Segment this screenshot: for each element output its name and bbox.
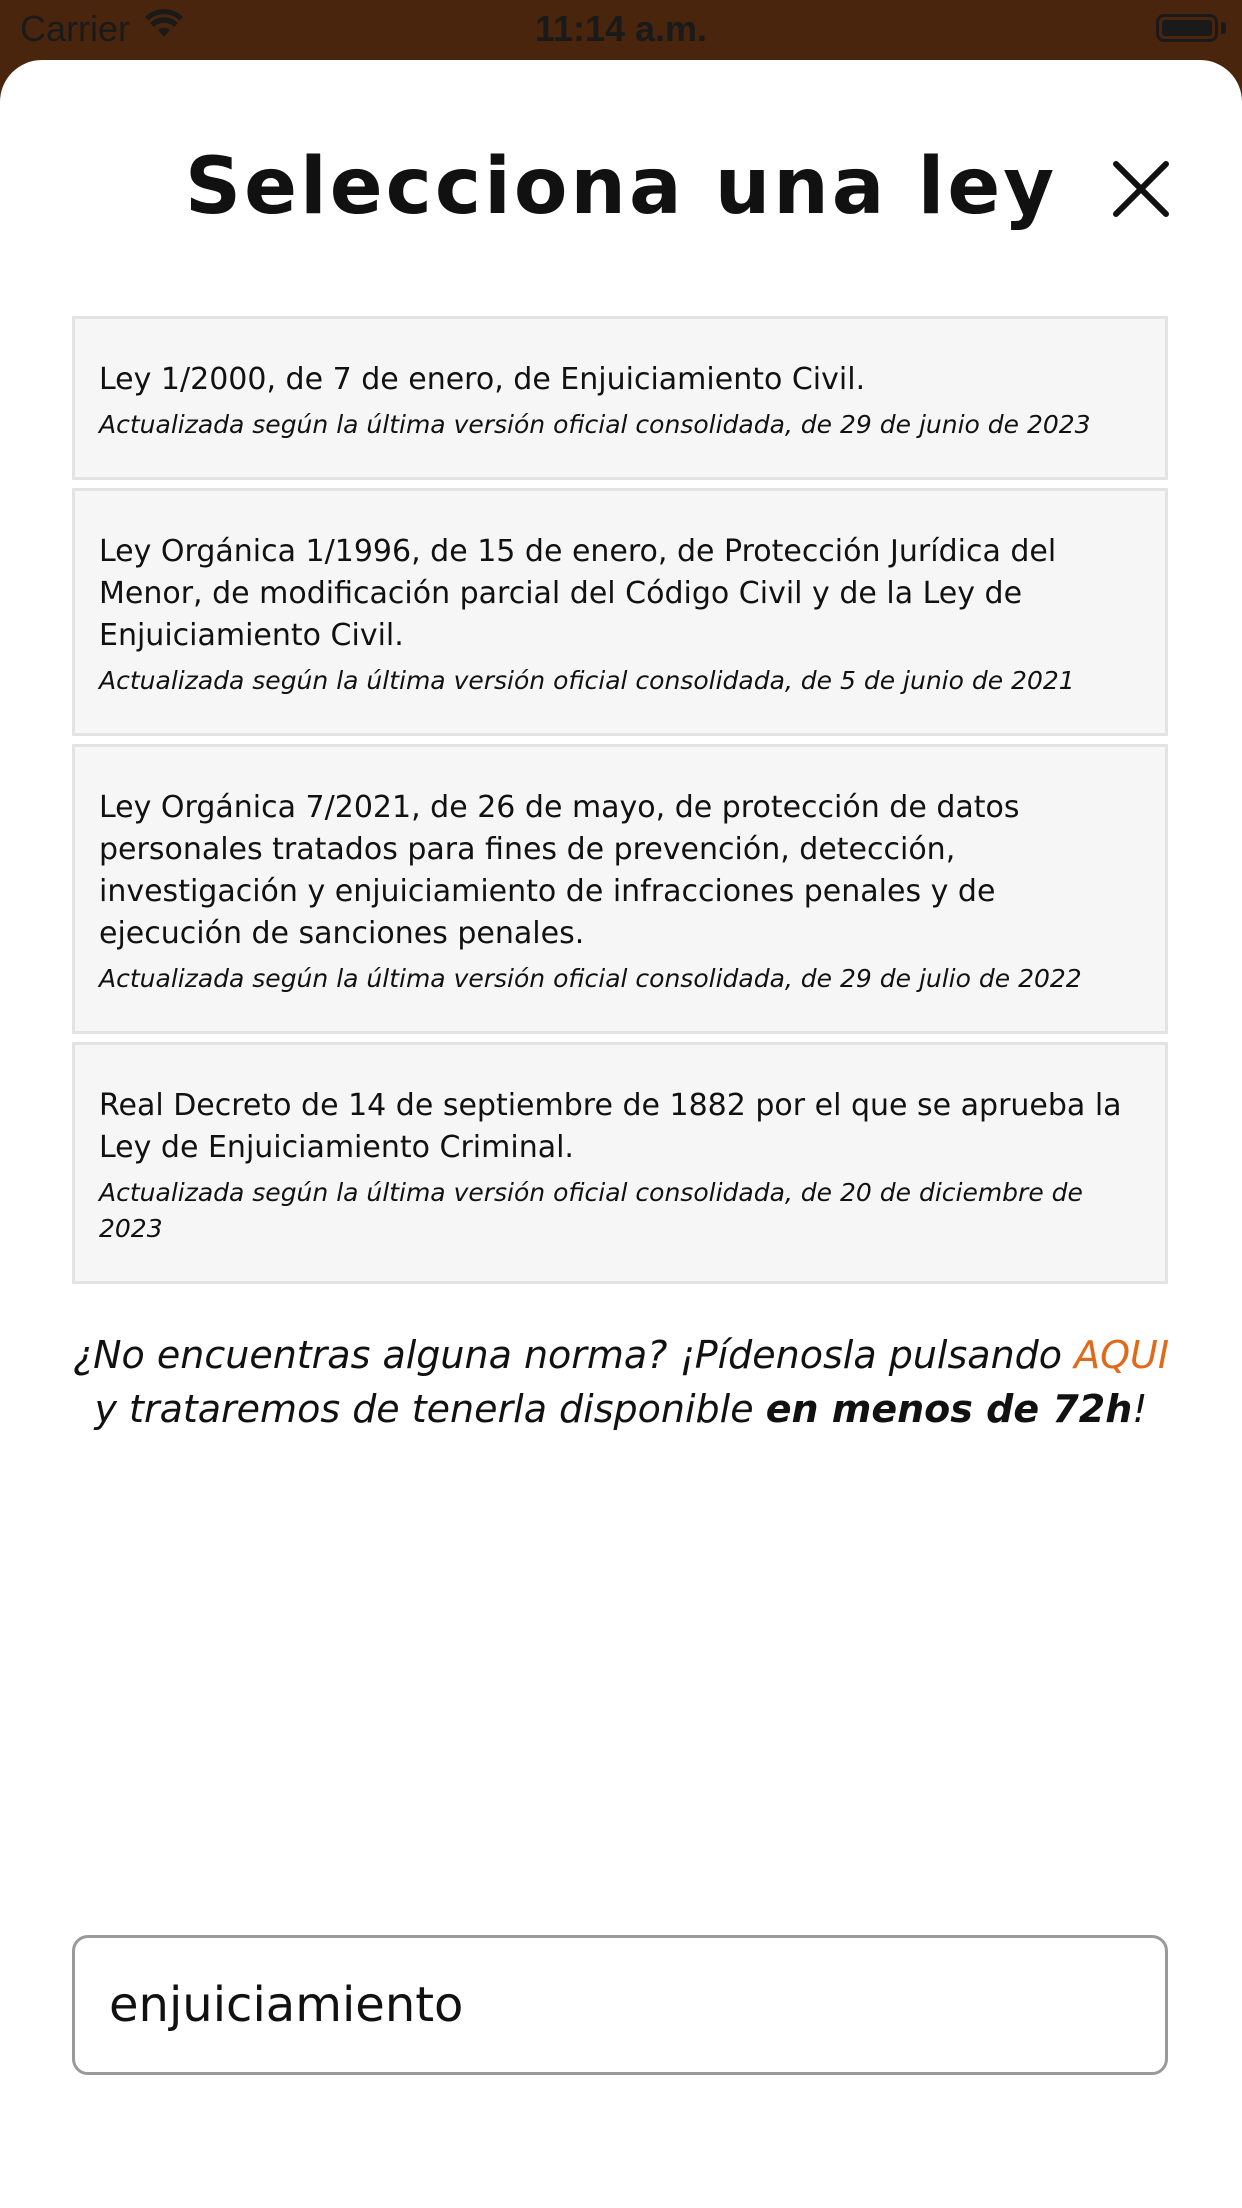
law-updated: Actualizada según la última versión oficial consolidada, de 29 de julio de 2022 xyxy=(99,964,1082,993)
status-time: 11:14 a.m. xyxy=(534,8,708,49)
status-bar xyxy=(0,0,1242,60)
modal-title: Selecciona una ley xyxy=(184,142,1058,232)
law-title: Ley Orgánica 7/2021, de 26 de mayo, de protección de datos personales tratados para fines de prevención, detección, investigación y enjuiciamiento de infracciones penales y de ejecución de sanciones penales. xyxy=(99,790,1020,951)
law-list xyxy=(72,316,1168,1292)
law-title: Ley Orgánica 1/1996, de 15 de enero, de Protección Jurídica del Menor, de modificación parcial del Código Civil y de la Ley de Enjuiciamiento Civil. xyxy=(99,534,1057,653)
law-list-item[interactable] xyxy=(72,488,1168,736)
law-title: Ley 1/2000, de 7 de enero, de Enjuiciamiento Civil. xyxy=(99,362,866,397)
battery-icon xyxy=(1156,14,1218,42)
law-updated: Actualizada según la última versión oficial consolidada, de 20 de diciembre de 2023 xyxy=(99,1178,1083,1243)
law-list-item[interactable] xyxy=(72,1042,1168,1284)
modal-sheet xyxy=(0,60,1242,2208)
close-icon xyxy=(1106,154,1176,224)
request-link[interactable]: AQUI xyxy=(1074,1333,1170,1377)
carrier-label: Carrier xyxy=(20,8,131,49)
request-bold: en menos de 72h xyxy=(765,1387,1133,1431)
close-button[interactable] xyxy=(1106,154,1176,224)
law-list-item[interactable] xyxy=(72,316,1168,480)
request-prefix: ¿No encuentras alguna norma? ¡Pídenosla pulsando xyxy=(72,1333,1075,1377)
law-title: Real Decreto de 14 de septiembre de 1882 por el que se aprueba la Ley de Enjuiciamiento Criminal. xyxy=(99,1088,1122,1165)
law-updated: Actualizada según la última versión oficial consolidada, de 5 de junio de 2021 xyxy=(99,666,1075,695)
search-input[interactable] xyxy=(72,1935,1168,2075)
law-updated: Actualizada según la última versión oficial consolidada, de 29 de junio de 2023 xyxy=(99,410,1091,439)
request-suffix: ! xyxy=(1132,1387,1148,1431)
request-law-message xyxy=(60,1328,1182,1436)
request-middle: y trataremos de tenerla disponible xyxy=(94,1387,766,1431)
battery-tip xyxy=(1221,22,1226,34)
law-list-item[interactable] xyxy=(72,744,1168,1034)
